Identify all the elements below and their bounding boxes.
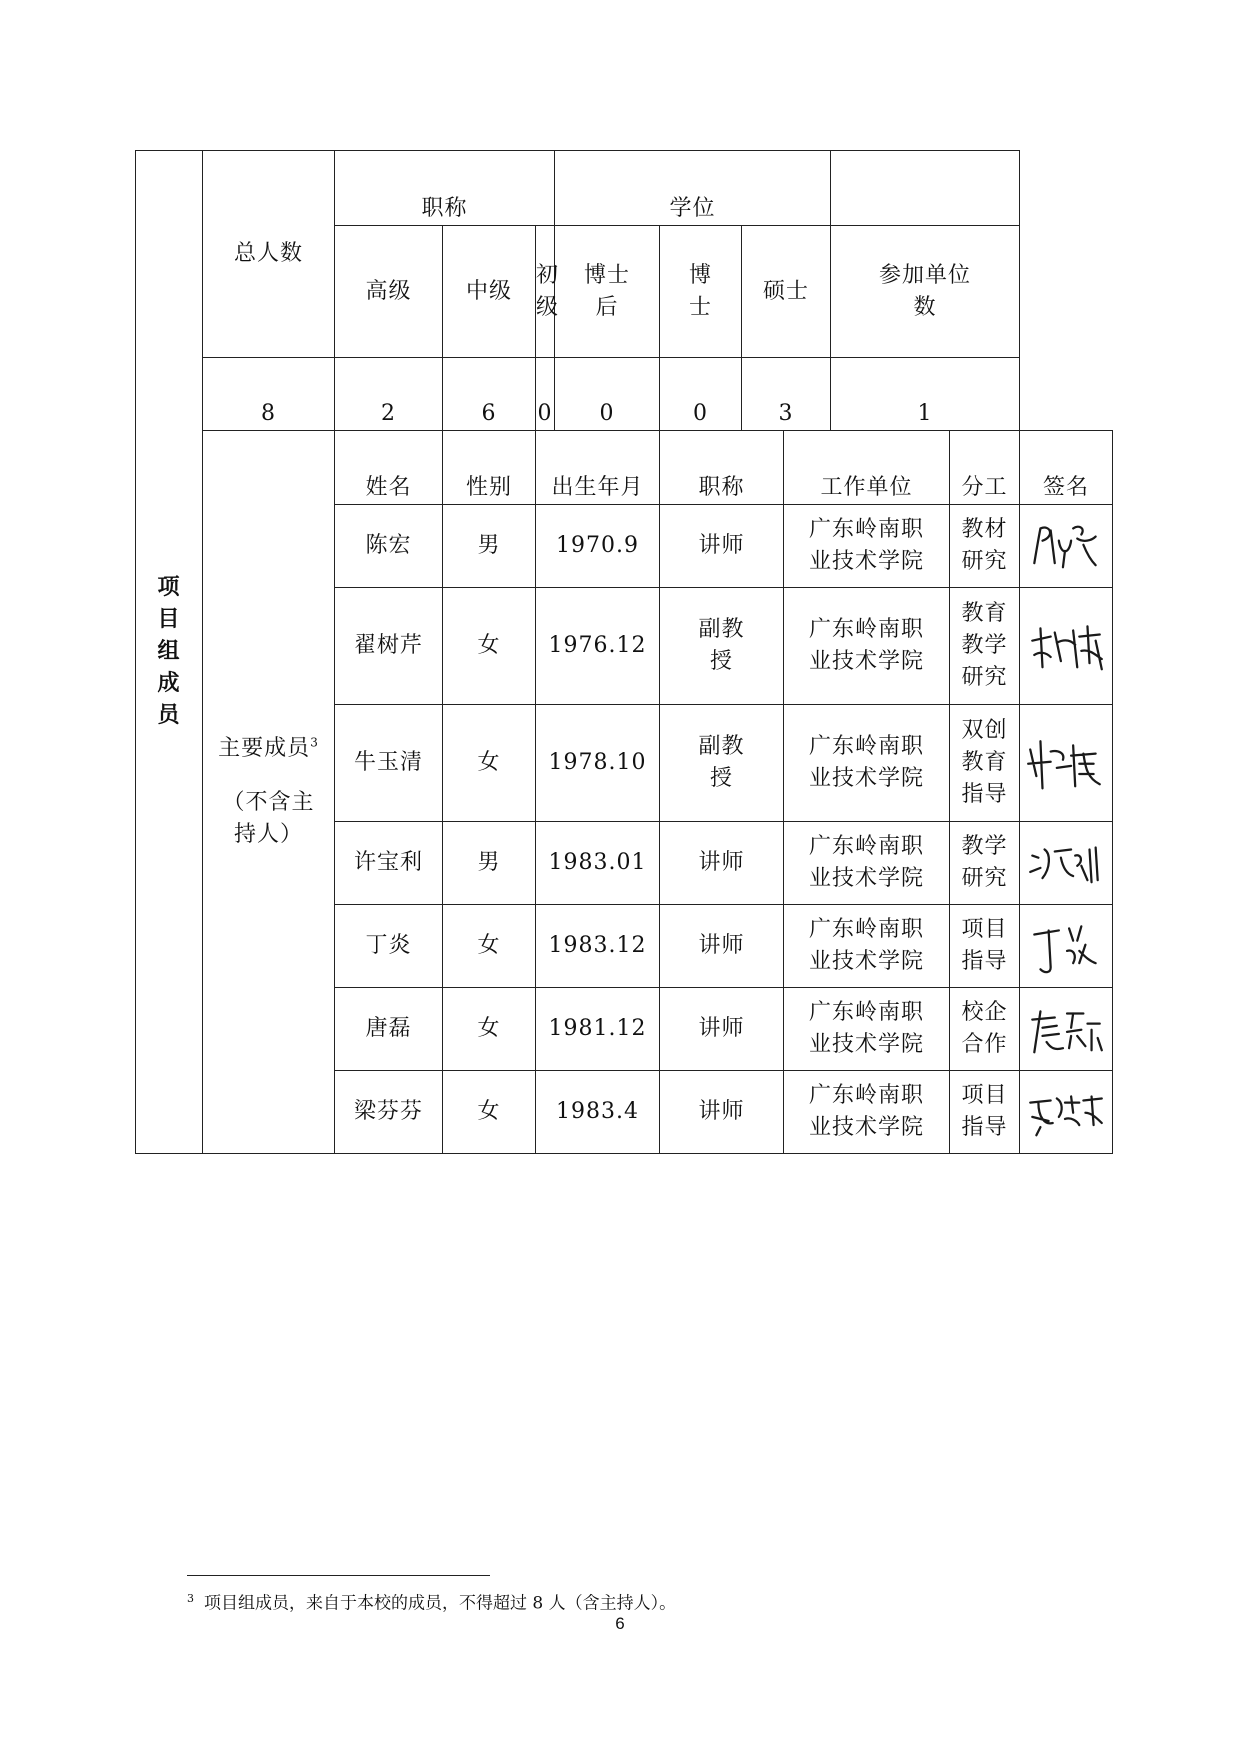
member-role-cell [203, 431, 335, 1154]
member-title-cell [660, 705, 784, 822]
member-role-note-line: 持人） [233, 822, 303, 847]
member-duty-line: 研究 [961, 665, 1008, 690]
member-duty-line: 项目 [961, 917, 1008, 942]
member-title-line: 讲师 [698, 850, 745, 875]
employer-header: 工作单位 [784, 431, 950, 505]
member-employer-cell [784, 705, 950, 822]
member-employer-line: 业技术学院 [809, 866, 925, 891]
member-duty-line: 研究 [961, 549, 1008, 574]
junior-header: 初级 [536, 226, 555, 358]
member-gender: 男 [443, 822, 536, 905]
handwritten-signature [1020, 827, 1112, 899]
member-employer-line: 业技术学院 [809, 649, 925, 674]
member-birth: 1983.4 [536, 1071, 660, 1154]
senior-value: 2 [335, 358, 443, 431]
master-header: 硕士 [742, 226, 831, 358]
member-title-cell [660, 588, 784, 705]
member-gender: 女 [443, 1071, 536, 1154]
member-employer-line: 业技术学院 [809, 766, 925, 791]
member-employer-line: 广东岭南职 [809, 617, 925, 642]
member-duty-line: 指导 [961, 949, 1008, 974]
member-title-cell [660, 905, 784, 988]
member-duty-line: 指导 [961, 782, 1008, 807]
footnote [187, 1587, 676, 1616]
member-employer-cell [784, 905, 950, 988]
signature-cell [1020, 588, 1113, 705]
handwritten-signature [1020, 510, 1112, 582]
postdoc-value: 0 [555, 358, 660, 431]
total-count-value: 8 [203, 358, 335, 431]
member-birth: 1978.10 [536, 705, 660, 822]
member-birth: 1970.9 [536, 505, 660, 588]
member-role-text: 主要成员 [218, 736, 311, 761]
member-employer-line: 业技术学院 [809, 549, 925, 574]
member-birth: 1983.12 [536, 905, 660, 988]
footnote-text: 项目组成员，来自于本校的成员，不得超过 8 人（含主持人）。 [204, 1593, 677, 1614]
postdoc-header-line: 后 [595, 294, 619, 320]
member-role-note-line: （不含主 [222, 790, 315, 815]
section-title [136, 151, 203, 1154]
member-name: 唐磊 [335, 988, 443, 1071]
senior-header: 高级 [335, 226, 443, 358]
member-title-line: 讲师 [698, 533, 745, 558]
member-gender: 女 [443, 988, 536, 1071]
member-employer-line: 广东岭南职 [809, 517, 925, 542]
master-value: 3 [742, 358, 831, 431]
member-title-line: 讲师 [698, 1016, 745, 1041]
member-employer-line: 广东岭南职 [809, 834, 925, 859]
units-value: 1 [831, 358, 1020, 431]
member-duty-cell [950, 822, 1020, 905]
signature-header: 签名 [1020, 431, 1113, 505]
member-employer-line: 业技术学院 [809, 1115, 925, 1140]
member-name: 翟树芹 [335, 588, 443, 705]
phd-value: 0 [660, 358, 742, 431]
member-duty-cell [950, 1071, 1020, 1154]
member-duty-line: 教学 [961, 834, 1008, 859]
footnote-mark: 3 [187, 1592, 194, 1605]
member-duty-line: 研究 [961, 866, 1008, 891]
member-employer-cell [784, 505, 950, 588]
member-employer-cell [784, 988, 950, 1071]
member-birth: 1981.12 [536, 988, 660, 1071]
postdoc-header [555, 226, 660, 358]
member-role-label [203, 733, 334, 765]
member-title-cell [660, 505, 784, 588]
footnote-rule [187, 1575, 490, 1576]
page-number: 6 [615, 1614, 625, 1633]
member-duty-cell [950, 588, 1020, 705]
member-duty-cell [950, 988, 1020, 1071]
member-name: 许宝利 [335, 822, 443, 905]
member-employer-cell [784, 588, 950, 705]
duty-header: 分工 [950, 431, 1020, 505]
member-birth: 1976.12 [536, 588, 660, 705]
section-title-char: 成 [157, 671, 181, 696]
middle-value: 6 [443, 358, 536, 431]
name-header: 姓名 [335, 431, 443, 505]
member-title-line: 副教 [698, 617, 745, 642]
member-duty-line: 教育 [961, 750, 1008, 775]
member-employer-line: 广东岭南职 [809, 1083, 925, 1108]
signature-cell [1020, 1071, 1113, 1154]
member-employer-cell [784, 822, 950, 905]
units-header [831, 226, 1020, 358]
member-gender: 女 [443, 588, 536, 705]
member-employer-line: 业技术学院 [809, 949, 925, 974]
signature-cell [1020, 705, 1113, 822]
member-title-line: 讲师 [698, 933, 745, 958]
footnote-ref: 3 [310, 735, 319, 750]
member-name: 陈宏 [335, 505, 443, 588]
member-employer-line: 广东岭南职 [809, 734, 925, 759]
member-gender: 男 [443, 505, 536, 588]
member-gender: 女 [443, 905, 536, 988]
member-title-line: 授 [710, 649, 734, 674]
phd-header-line: 士 [689, 294, 713, 320]
member-duty-cell [950, 905, 1020, 988]
total-count-header: 总人数 [203, 151, 335, 358]
handwritten-signature [1020, 610, 1112, 682]
member-gender: 女 [443, 705, 536, 822]
units-header-line: 参加单位 [879, 262, 972, 288]
birth-header: 出生年月 [536, 431, 660, 505]
section-title-char: 目 [157, 607, 181, 632]
handwritten-signature [1020, 727, 1112, 799]
member-title-cell [660, 822, 784, 905]
handwritten-signature [1020, 910, 1112, 982]
member-duty-line: 教学 [961, 633, 1008, 658]
member-name: 牛玉清 [335, 705, 443, 822]
degree-group-header: 学位 [555, 151, 831, 226]
phd-header [660, 226, 742, 358]
signature-cell [1020, 505, 1113, 588]
section-title-char: 组 [157, 639, 181, 664]
member-birth: 1983.01 [536, 822, 660, 905]
signature-cell [1020, 822, 1113, 905]
member-duty-line: 教育 [961, 601, 1008, 626]
member-title-line: 授 [710, 766, 734, 791]
member-name: 梁芬芬 [335, 1071, 443, 1154]
member-title-header: 职称 [660, 431, 784, 505]
member-duty-line: 教材 [961, 517, 1008, 542]
blank-header-cell [831, 151, 1020, 226]
section-title-char: 项 [157, 575, 181, 600]
member-employer-line: 业技术学院 [809, 1032, 925, 1057]
member-employer-line: 广东岭南职 [809, 917, 925, 942]
member-title-cell [660, 988, 784, 1071]
junior-value: 0 [536, 358, 555, 431]
member-employer-cell [784, 1071, 950, 1154]
member-duty-line: 合作 [961, 1032, 1008, 1057]
member-name: 丁炎 [335, 905, 443, 988]
project-members-table [135, 150, 1113, 1154]
member-title-line: 讲师 [698, 1099, 745, 1124]
member-duty-line: 指导 [961, 1115, 1008, 1140]
member-duty-cell [950, 705, 1020, 822]
section-title-char: 员 [157, 703, 181, 728]
postdoc-header-line: 博士 [584, 262, 631, 288]
phd-header-line: 博 [689, 262, 713, 288]
member-employer-line: 广东岭南职 [809, 1000, 925, 1025]
signature-cell [1020, 905, 1113, 988]
middle-header: 中级 [443, 226, 536, 358]
member-duty-cell [950, 505, 1020, 588]
handwritten-signature [1020, 1076, 1112, 1148]
member-duty-line: 校企 [961, 1000, 1008, 1025]
member-duty-line: 项目 [961, 1083, 1008, 1108]
signature-cell [1020, 988, 1113, 1071]
title-group-header: 职称 [335, 151, 555, 226]
member-title-cell [660, 1071, 784, 1154]
member-duty-line: 双创 [961, 718, 1008, 743]
member-title-line: 副教 [698, 734, 745, 759]
units-header-line: 数 [913, 294, 937, 320]
gender-header: 性别 [443, 431, 536, 505]
handwritten-signature [1020, 993, 1112, 1065]
